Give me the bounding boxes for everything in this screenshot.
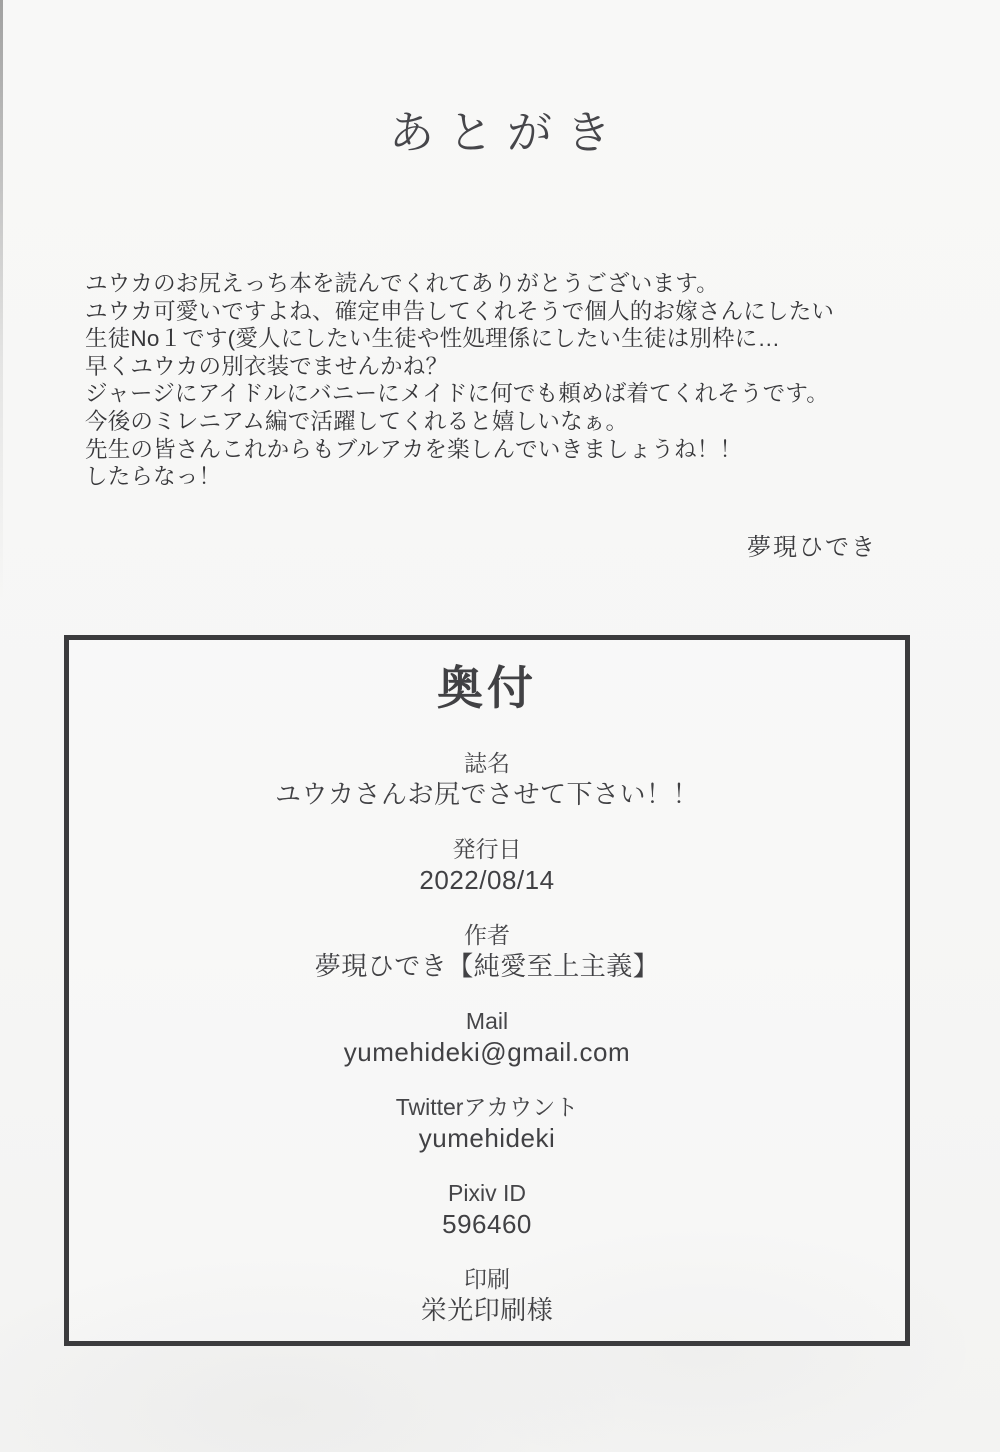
publish-date-label: 発行日 bbox=[452, 836, 522, 862]
afterword-line-4: 早くユウカの別衣装でませんかね？ bbox=[85, 353, 449, 379]
colophon-section-printer bbox=[69, 1264, 905, 1326]
colophon-box bbox=[64, 635, 910, 1346]
afterword-title: あとがき bbox=[388, 106, 625, 159]
colophon-title: 奥付 bbox=[437, 662, 537, 714]
twitter-label: Twitterアカウント bbox=[395, 1094, 579, 1120]
mail-value: yumehideki@gmail.com bbox=[343, 1037, 631, 1067]
colophon-section-mail bbox=[69, 1006, 905, 1068]
afterword-line-2: ユウカ可愛いですよね、確定申告してくれそうで個人的お嫁さんにしたい bbox=[85, 298, 835, 324]
printer-label: 印刷 bbox=[464, 1266, 510, 1292]
colophon-section-pixiv bbox=[69, 1178, 905, 1240]
colophon-section-publish-date bbox=[69, 834, 905, 896]
printer-value: 栄光印刷様 bbox=[420, 1295, 554, 1325]
mail-label: Mail bbox=[465, 1008, 509, 1034]
book-title-value: ユウカさんお尻でさせて下さい！！ bbox=[274, 779, 699, 809]
afterword-line-6: 今後のミレニアム編で活躍してくれると嬉しいなぁ。 bbox=[85, 408, 629, 434]
colophon-section-twitter bbox=[69, 1092, 905, 1154]
afterword-paragraph bbox=[85, 270, 915, 491]
author-label: 作者 bbox=[464, 922, 510, 948]
pixiv-value: 596460 bbox=[442, 1209, 532, 1239]
author-value: 夢現ひでき【純愛至上主義】 bbox=[314, 951, 660, 981]
book-title-label: 誌名 bbox=[464, 750, 510, 776]
author-signature: 夢現ひでき bbox=[747, 534, 877, 561]
colophon-section-book-title bbox=[69, 748, 905, 810]
afterword-line-8: したらなっ！ bbox=[85, 464, 222, 490]
scan-edge-artifact bbox=[0, 0, 3, 600]
colophon-section-author bbox=[69, 920, 905, 982]
afterword-line-5: ジャージにアイドルにバニーにメイドに何でも頼めば着てくれそうです。 bbox=[85, 381, 829, 407]
pixiv-label: Pixiv ID bbox=[448, 1180, 526, 1206]
afterword-line-1: ユウカのお尻えっち本を読んでくれてありがとうございます。 bbox=[85, 271, 719, 296]
publish-date-value: 2022/08/14 bbox=[419, 865, 555, 895]
afterword-line-3: 生徒No１です(愛人にしたい生徒や性処理係にしたい生徒は別枠に… bbox=[85, 326, 781, 352]
twitter-value: yumehideki bbox=[418, 1123, 556, 1153]
afterword-line-7: 先生の皆さんこれからもブルアカを楽しんでいきましょうね！！ bbox=[85, 436, 743, 462]
